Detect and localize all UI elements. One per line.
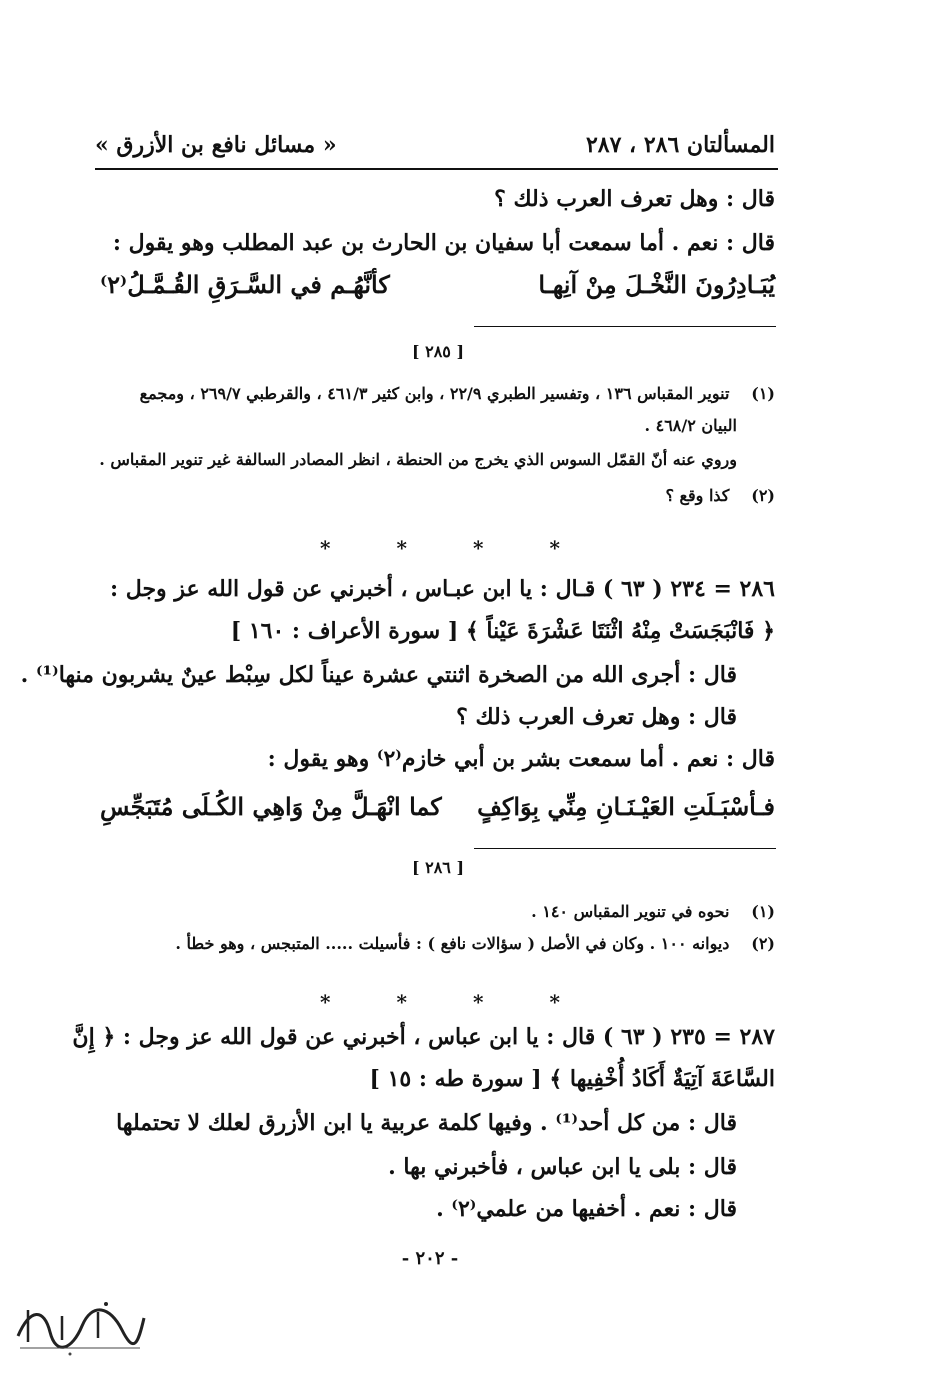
b286-verse-second-hemistich: كما انْهَـلَّ مِنْ وَاهِي الكُـلَى مُتَبَجِّسِ (100, 792, 442, 821)
b286-footnote-1 (531, 902, 775, 921)
header-rule (95, 168, 778, 170)
divider-star: * (549, 536, 560, 560)
page-number: - ٢٠٢ - (401, 1248, 459, 1269)
footnote-text: ديوانه ١٠٠ . وكان في الأصل ( سؤالات نافع ) : فأسيلت ..... المتبجس ، وهو خطأ . (175, 934, 730, 953)
b285-footnote-1-note: وروي عنه أنّ القمّل السوس الذي يخرج من الحنطة ، انظر المصادر السالفة غير تنوير المقباس . (99, 450, 737, 469)
footnote-text: كذا وقع ؟ (665, 486, 730, 505)
b285-verse-second-hemistich: كأنَّهُـم في السَّـرَقِ القُـمَّـلُ⁽٢⁾ (100, 270, 390, 299)
footnote-number: (٢) (751, 486, 775, 505)
b285-page-ref: [ ٢٨٥ ] (411, 342, 465, 361)
b287-line-5: قال : نعم . أخفيها من علمي⁽٢⁾ . (436, 1196, 737, 1222)
divider-star: * (396, 990, 407, 1014)
b287-line-1: ٢٨٧ = ٢٣٥ ( ٦٣ ) قال : يا ابن عباس ، أخبرني عن قول الله عز وجل : ﴿ إِنَّ (72, 1024, 775, 1050)
footnote-number: (١) (751, 902, 775, 921)
b286-footnote-rule (474, 848, 776, 849)
b285-footnote-2 (665, 486, 775, 505)
b285-footnote-1-cont: البيان ٤٦٨/٢ . (644, 416, 737, 435)
b286-line-2: ﴿ فَانْبَجَسَتْ مِنْهُ اثْنَتَا عَشْرَةَ عَيْناً ﴾ [ سورة الأعراف : ١٦٠ ] (230, 618, 775, 644)
header-book-title: « مسائل نافع بن الأزرق » (95, 132, 337, 158)
footnote-number: (١) (751, 384, 775, 403)
b286-line-1: ٢٨٦ = ٢٣٤ ( ٦٣ ) قـال : يا ابن عبـاس ، أخبرني عن قول الله عز وجل : (110, 576, 775, 602)
b286-page-ref: [ ٢٨٦ ] (411, 858, 465, 877)
b286-line-5: قال : نعم . أما سمعت بشر بن أبي خازم⁽٢⁾ وهو يقول : (267, 746, 775, 772)
b287-line-4: قال : بلى يا ابن عباس ، فأخبرني بها . (388, 1154, 737, 1180)
divider-star: * (320, 990, 331, 1014)
divider-star: * (473, 990, 484, 1014)
watermark-seal (10, 1296, 150, 1360)
running-header (95, 132, 775, 166)
footnote-number: (٢) (751, 934, 775, 953)
b285-footnote-rule (474, 326, 776, 327)
b286-line-4: قال : وهل تعرف العرب ذلك ؟ (456, 704, 737, 730)
b286-verse-first-hemistich: فـأسْبَـلَتِ العَيْـنَـانِ مِنِّي بِوَاكِفٍ (477, 792, 775, 821)
b285-line-1: قال : وهل تعرف العرب ذلك ؟ (494, 186, 775, 212)
section-divider-stars (320, 536, 560, 560)
b286-footnote-2 (175, 934, 775, 953)
divider-star: * (396, 536, 407, 560)
b287-line-3: قال : من كل أحد⁽¹⁾ . وفيها كلمة عربية يا ابن الأزرق لعلك لا تحتملها (116, 1110, 737, 1136)
b286-line-3: قال : أجرى الله من الصخرة اثنتي عشرة عيناً لكل سِبْط عينٌ يشربون منها⁽¹⁾ . (20, 662, 737, 688)
footnote-text: تنوير المقباس ١٣٦ ، وتفسير الطبري ٢٢/٩ ، وابن كثير ٤٦١/٣ ، والقرطبي ٢٦٩/٧ ، ومجمع (139, 384, 730, 403)
divider-star: * (549, 990, 560, 1014)
b287-line-2: السَّاعَةَ آتِيَةٌ أَكَادُ أُخْفِيها ﴾ [ سورة طه : ١٥ ] (369, 1066, 775, 1092)
footnote-text: نحوه في تنوير المقباس ١٤٠ . (531, 902, 730, 921)
b285-line-2: قال : نعم . أما سمعت أبا سفيان بن الحارث بن عبد المطلب وهو يقول : (112, 230, 775, 256)
divider-star: * (473, 536, 484, 560)
b285-verse-first-hemistich: يُبَـادِرُونَ النَّخْـلَ مِنْ آنِهـا (538, 270, 775, 299)
b285-footnote-1 (140, 384, 775, 403)
section-divider-stars (320, 990, 560, 1014)
header-question-numbers: المسألتان ٢٨٦ ، ٢٨٧ (585, 132, 775, 158)
divider-star: * (320, 536, 331, 560)
